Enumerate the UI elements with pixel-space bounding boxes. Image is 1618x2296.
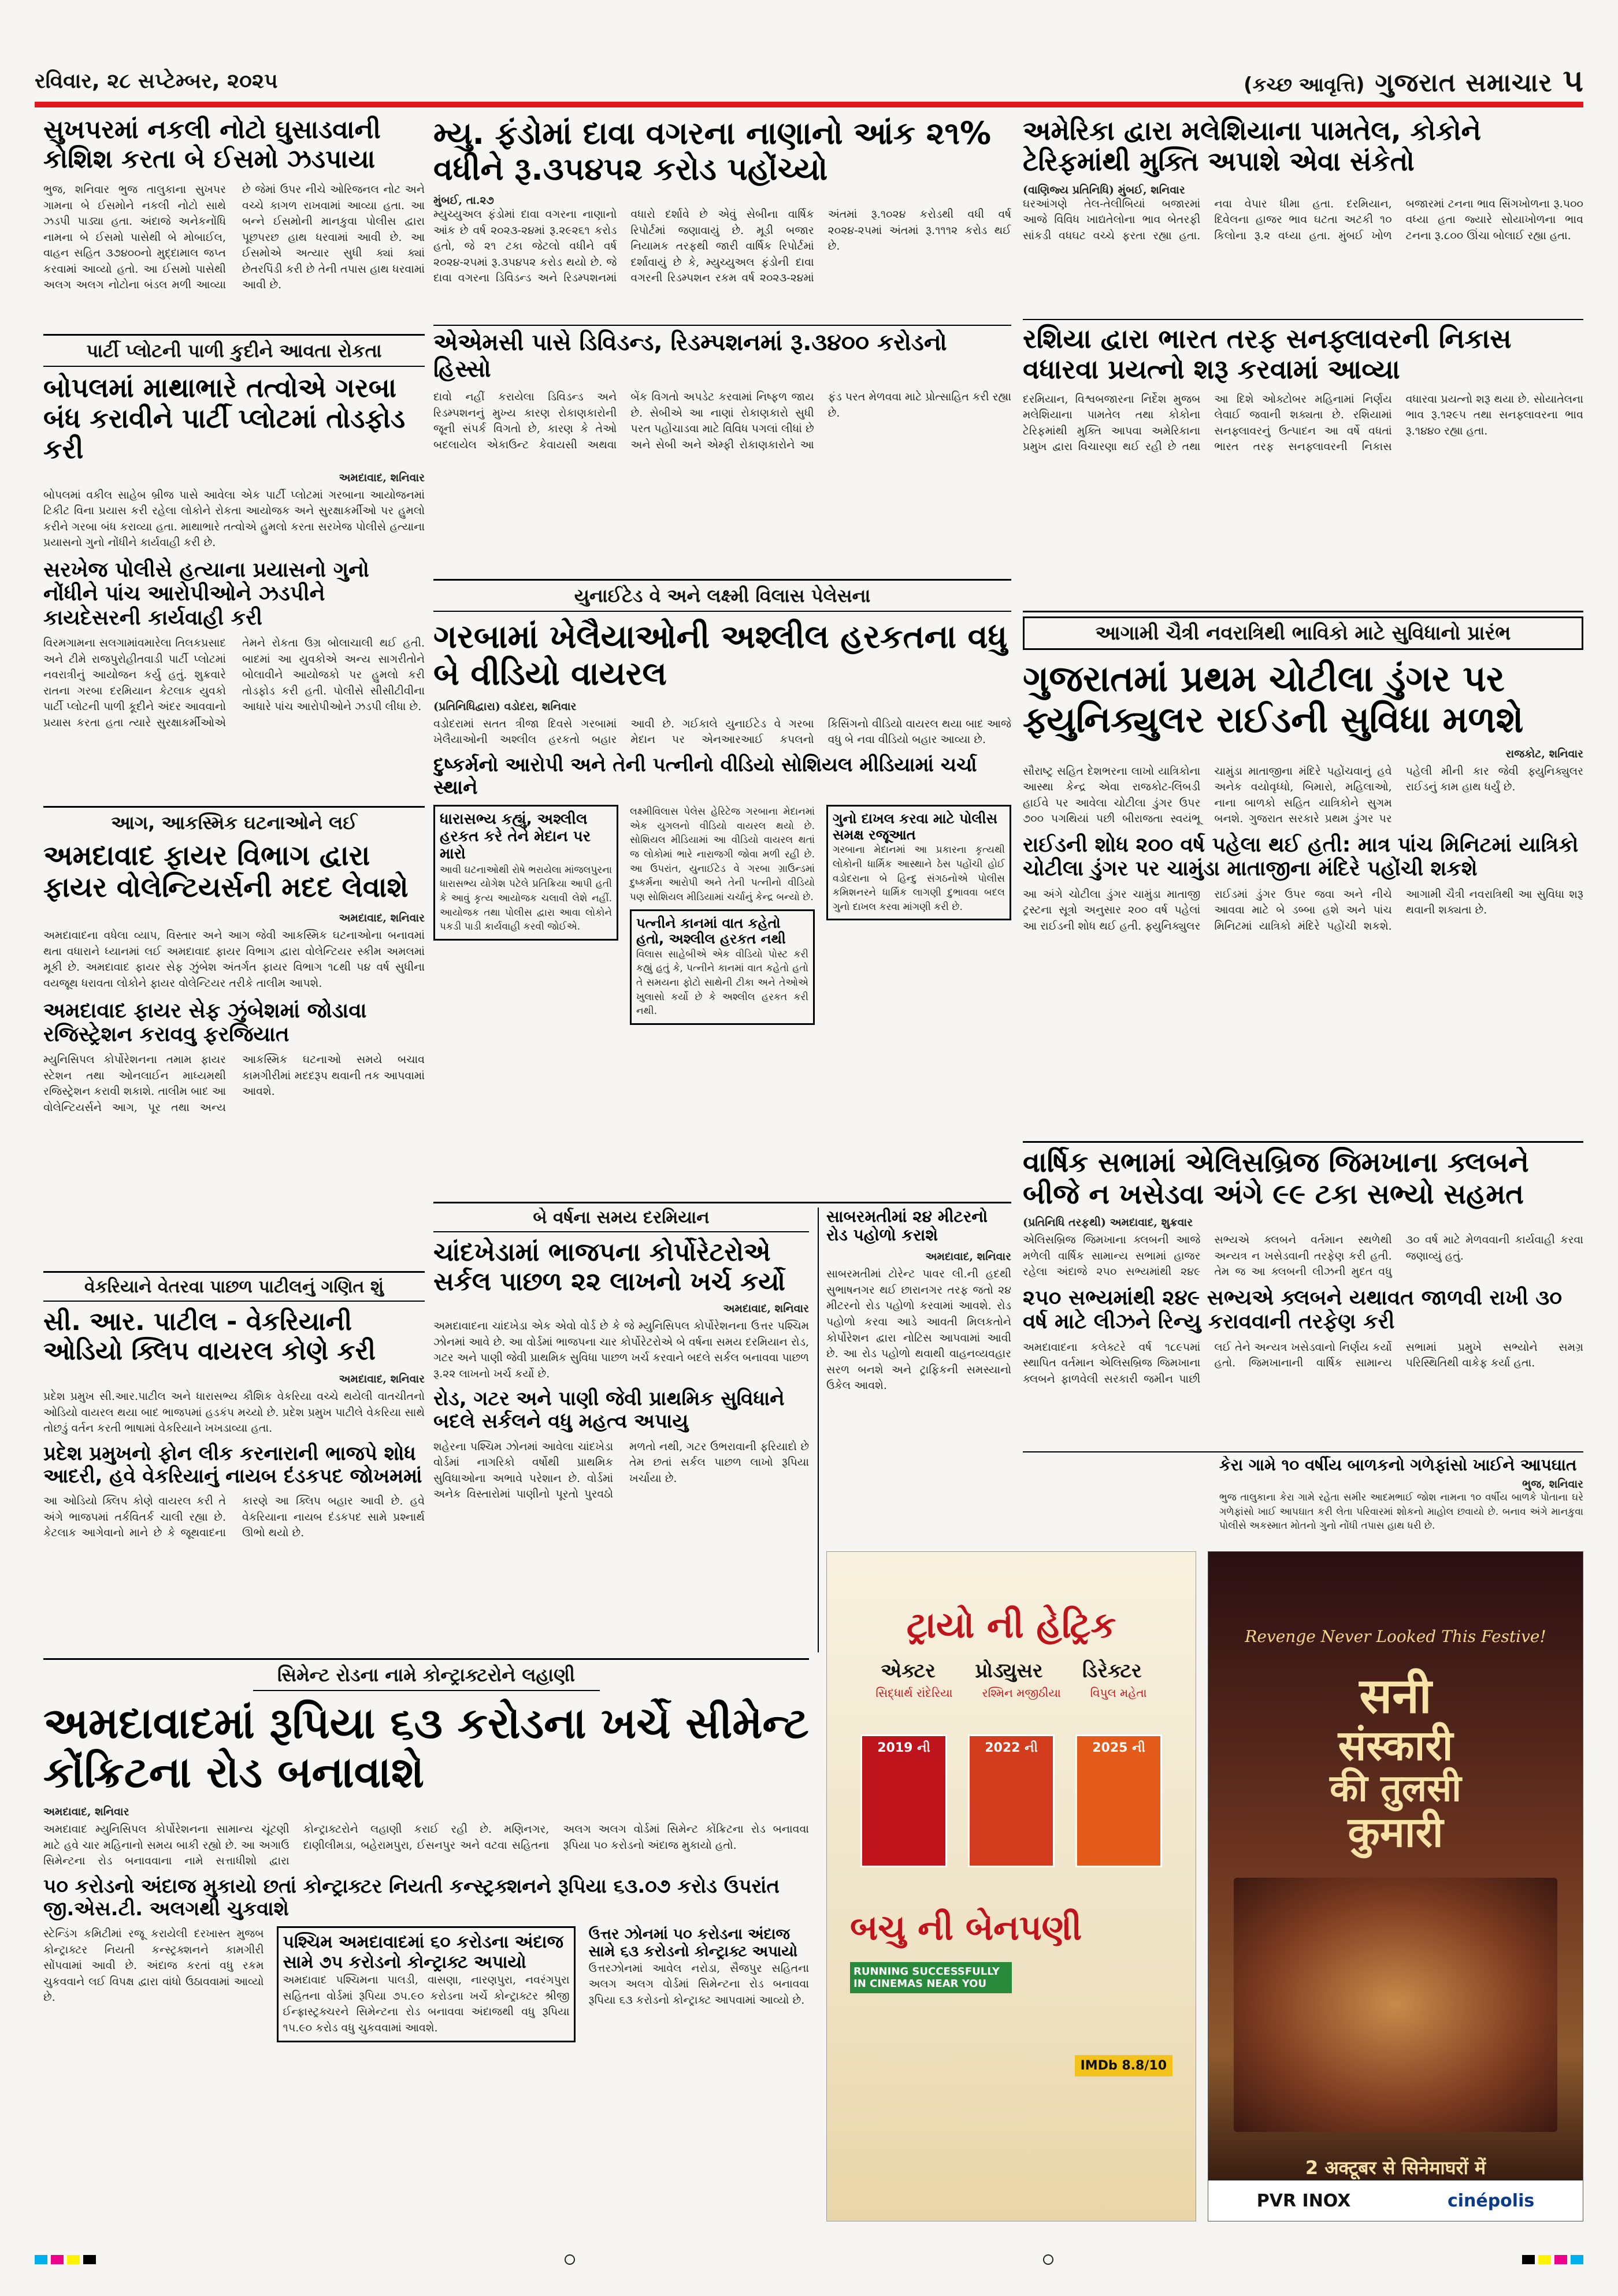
box-body: ગરબાના મેદાનમાં આ પ્રકારના કૃત્યથી લોકોની ધાર્મિક આસ્થાને ઠેસ પહોંચી હોઈ વડોદરાના બે હિન્દુ સંગઠનોએ પોલીસ કમિશનરને ધાર્મિક લાગણી દુભાવવા બદલ ગુનો દાખલ કરવા માંગણી કરી છે. xyxy=(833,844,1005,913)
headline: ગુજરાતમાં પ્રથમ ચોટીલા ડુંગર પર ફ્યુનિક્યુલર રાઈડની સુવિધા મળશે xyxy=(1023,657,1524,741)
color-swatches-right xyxy=(1522,2255,1583,2264)
divider xyxy=(1023,1451,1583,1452)
ad-running-tag: RUNNING SUCCESSFULLY IN CINEMAS NEAR YOU xyxy=(850,1962,1012,1993)
article-body-2: લક્ષ્મીવિલાસ પેલેસ હેરિટેજ ગરબાના મેદાનમાં એક યુગલનો વીડિયો વાયરલ થયો છે. સોશિયલ મીડિયામાં આ વીડિયો વાયરલ થતાં જ લોકોમાં ભારે નારાજગી જોવા મળી રહી છે. આ ઉપરાંત, યુનાઈટેડ વે ગરબા ગ્રાઉન્ડમાં દુષ્કર્મના આરોપી અને તેની પત્નીનો વીડિયો પણ સોશિયલ મીડિયામાં ચર્ચાનું કેન્દ્ર બન્યો છે. xyxy=(630,806,815,903)
ad-movie-title: બચુ ની બેનપણી xyxy=(850,1908,1082,1948)
subheadline: ૨૫૦ સભ્યમાંથી ૨૪૯ સભ્યએ ક્લબને યથાવત જાળવી રાખી ૩૦ વર્ષ માટે લીઝને રિન્યુ કરાવવાની તરફેણ કરી xyxy=(1023,1286,1563,1334)
subheadline: સરખેજ પોલીસે હત્યાના પ્રયાસનો ગુનો નોંધીને પાંચ આરોપીઓને ઝડપીને કાયદેસરની કાર્યવાહી કરી xyxy=(43,558,369,630)
ad-imdb-rating: IMDb 8.8/10 xyxy=(1075,2055,1172,2076)
color-swatches-left xyxy=(35,2255,96,2264)
article-body: દરમિયાન, વિશ્વબજારના નિર્દેશ મુજબ મલેશિયાના પામતેલ તથા કોકોના ટેરિફમાંથી મુક્તિ આપવા અમેરિકાના પ્રમુખ દ્વારા વિચારણા થઈ રહી છે તથા આ દિશે ઓક્ટોબર મહિનામાં નિર્ણય લેવાઈ જવાની શક્યતા છે. રશિયામાં સનફ્લાવરનું ઉત્પાદન આ વર્ષે વધતાં ભારત તરફ સનફ્લાવરની નિકાસ વધારવા પ્રયત્નો શરૂ થયા છે. સોયાતેલના ભાવ રૂ.૧૨૯૫ તથા સનફ્લાવરના ભાવ રૂ.૧૪૪૦ રહ્યા હતા. xyxy=(1023,392,1583,454)
article-body-2: સ્ટેન્ડિંગ કમિટીમાં રજૂ કરાયેલી દરખાસ્ત મુજબ કોન્ટ્રાક્ટર નિયતી કન્સ્ટ્રક્શનને કામગીરી સોંપવામાં આવી છે. અંદાજ કરતાં વધુ રકમ ચુકવવાને લઈ વિપક્ષ દ્વારા વાંધો ઉઠાવવામાં આવ્યો છે. xyxy=(43,1927,264,2004)
divider xyxy=(1023,319,1583,320)
article-body: ઘરઆંગણે તેલ-તેલીબિયાં બજારમાં આજે વિવિધ ખાદ્યતેલોના ભાવ બેતરફી સાંકડી વધઘટ વચ્ચે ફરતા રહ્યા હતા. નવા વેપાર ધીમા હતા. દરમિયાન, દિવેલના હાજર ભાવ ઘટતા અટકી ૧૦ કિલોના રૂ.૨ વધ્યા હતા. મુંબઈ ખોળ બજારમાં ટનના ભાવ સિંગખોળના રૂ.૫૦૦ વધ્યા હતા જ્યારે સોયાખોળના ભાવ ટનના રૂ.૮૦૦ ઊંચા બોલાઈ રહ્યા હતા. xyxy=(1023,197,1583,242)
headline: અમદાવાદમાં રૂપિયા ૬૩ કરોડના ખર્ચે સીમેન્ટ કોંક્રિટના રોડ બનાવાશે xyxy=(43,1699,809,1798)
byline: અમદાવાદ, શનિવાર xyxy=(43,1805,129,1819)
story-patil-audio xyxy=(43,1277,425,1652)
article-body-2: આ ઓડિયો ક્લિપ કોણે વાયરલ કરી તે અંગે ભાજપમાં તર્કવિતર્ક ચાલી રહ્યા છે. કેટલાક આગેવાનો માને છે કે જૂથવાદના કારણે આ ક્લિપ બહાર આવી છે. હવે વેકરિયાના નાયબ દંડકપદ સામે પ્રશ્નાર્થ ઊભો થયો છે. xyxy=(43,1495,425,1540)
sidebar-box-mla xyxy=(433,805,618,941)
byline: (પ્રતિનિધિ તરફથી) અમદાવાદ, શુક્રવાર xyxy=(1023,1216,1193,1229)
ad-banner: ટ્રાયો ની હેટ્રિક xyxy=(906,1604,1116,1646)
byline: અમદાવાદ, શનિવાર xyxy=(339,912,425,925)
headline: એએમસી પાસે ડિવિડન્ડ, રિડમ્પશનમાં રૂ.૩૪૦૦ કરોડનો હિસ્સો xyxy=(433,329,947,382)
story-russia-sunflower xyxy=(1023,324,1583,607)
headline: કેરા ગામે ૧૦ વર્ષીય બાળકનો ગળેફાંસો ખાઈને આપઘાત xyxy=(1219,1456,1577,1474)
subheadline: પ્રદેશ પ્રમુખનો ફોન લીક કરનારાની ભાજપે શોધ આદરી, હવે વેકરિયાનું નાયબ દંડકપદ જોખમમાં xyxy=(43,1441,422,1488)
divider xyxy=(433,1202,1011,1203)
story-sabarmati-road xyxy=(826,1208,1011,1531)
ad-chain-cinepolis: cinépolis xyxy=(1447,2190,1535,2211)
byline: અમદાવાદ, શનિવાર xyxy=(339,1373,425,1386)
story-cement-roads xyxy=(43,1664,809,2245)
article-body: ભુજ તાલુકાના કેરા ગામે રહેતા સમીર આદમભાઈ જોશ નામના ૧૦ વર્ષીય બાળકે પોતાના ઘરે ગળેફાંસો ખાઈ આપઘાત કરી લેતા પરિવારમાં શોકનો માહોલ છવાયો છે. બનાવ અંગે માનકુવા પોલીસે અકસ્માત મોતનો ગુનો નોંધી તપાસ હાથ ધરી છે. xyxy=(1219,1492,1583,1532)
kicker: પાર્ટી પ્લોટની પાળી કુદીને આવતા રોકતા xyxy=(43,340,425,367)
byline: મુંબઈ, તા.૨૭ xyxy=(433,194,494,207)
divider xyxy=(43,1658,809,1660)
ad-name-3: વિપુલ મહેતા xyxy=(1090,1686,1147,1700)
ad-chain-pvr: PVR INOX xyxy=(1256,2190,1351,2211)
kicker: સાબરમતીમાં ૨૪ મીટરનો રોડ પહોળો કરાશે xyxy=(826,1208,988,1245)
divider xyxy=(433,325,1011,326)
ad-cast-photo xyxy=(1234,1878,1557,2132)
story-kera-boy xyxy=(1219,1456,1583,1548)
article-body-2: વિરમગામના સલગામાંવમારેલા તિલકપ્રસાદ અને ટીમે રાજપુરોહીતવાડી પાર્ટી પ્લોટમાં નવરાત્રીનું આયોજન કર્યુ હતું. શુક્રવારે રાતના ગરબા દરમિયાન કેટલાક યુવકો પાર્ટી પ્લોટની પાળી કૂદીને અંદર આવવાનો પ્રયાસ કરતા હતા ત્યારે સુરક્ષાકર્મીઓએ તેમને રોકતા ઉગ્ર બોલાચાલી થઈ હતી. બાદમાં આ યુવકોએ અન્ય સાગરીતોને બોલાવીને આયોજકો પર હુમલો કરી તોડફોડ કરી હતી. પોલીસે સીસીટીવીના આધારે પાંચ આરોપીઓને ઝડપી લીધા છે. xyxy=(43,637,425,729)
box-body: આવી ઘટનાઓથી રોષે ભરાયેલા માંજલપુરના ધારાસભ્ય યોગેશ પટેલે પ્રતિક્રિયા આપી હતી કે આવું કૃત્ય આયોજક ચલાવી લેશે નહીં. આયોજક તથા પોલીસ દ્વારા આવા લોકોને પકડી પાડી કાર્યવાહી કરવી જોઈએ. xyxy=(440,864,612,933)
article-body: અમદાવાદ મ્યુનિસિપલ કોર્પોરેશનના સામાન્ય ચૂંટણી માટે હવે ચાર મહિનાનો સમય બાકી રહ્યો છે. આ અગાઉ સિમેન્ટના રોડ બનાવવાના નામે સત્તાધીશો દ્વારા કોન્ટ્રાક્ટરોને લહાણી કરાઈ રહી છે. મણિનગર, દાણીલીમડા, બહેરામપુરા, ઈસનપુર અને વટવા સહિતના અલગ અલગ વોર્ડમાં સિમેન્ટ કોંક્રિટના રોડ બનાવવા રૂપિયા ૫૦ કરોડનો અંદાજ મુકાયો હતો. xyxy=(43,1823,809,1868)
ad-name-1: સિદ્ધાર્થ રાંદેરિયા xyxy=(875,1686,953,1700)
byline: અમદાવાદ, શનિવાર xyxy=(925,1250,1011,1264)
headline: વાર્ષિક સભામાં એલિસબ્રિજ જિમખાના ક્લબને બીજે ન ખસેડવા અંગે ૯૯ ટકા સભ્યો સહમત xyxy=(1023,1147,1529,1211)
box-title: ગુનો દાખલ કરવા માટે પોલીસ સમક્ષ રજૂઆત xyxy=(833,811,997,843)
ad-name-2: રશ્મિન મજીઠીયા xyxy=(982,1686,1061,1700)
box-body: વિલાસ સાહેબીએ એક વીડિયો પોસ્ટ કરી કહ્યું હતું કે, પત્નીને કાનમાં વાત કહેતો હતો તે સમયના ફોટો સાથેની ટીકા અને તેઓએ ખુલાસો કર્યો છે કે અશ્લીલ હરકત કરી નથી. xyxy=(636,948,808,1017)
subheadline: દુષ્કર્મનો આરોપી અને તેની પત્નીનો વીડિયો સોશિયલ મીડિયામાં ચર્ચા સ્થાને xyxy=(433,753,977,799)
divider xyxy=(43,806,425,808)
article-body-2: મ્યુનિસિપલ કોર્પોરેશનના તમામ ફાયર સ્ટેશન તથા ઓનલાઈન માધ્યમથી રજિસ્ટ્રેશન કરાવી શકાશે. તાલીમ બાદ આ વોલેન્ટિયર્સને આગ, પૂર તથા અન્ય આકસ્મિક ઘટનાઓ સમયે બચાવ કામગીરીમાં મદદરૂપ થવાની તક આપવામાં આવશે. xyxy=(43,1053,425,1114)
divider xyxy=(1023,611,1583,612)
box-body: ઉત્તરઝોનમાં આવેલ નરોડા, સૈજપુર સહિતના અલગ અલગ વોર્ડમાં સિમેન્ટના રોડ બનાવવા રૂપિયા ૬૩ કરોડનો કોન્ટ્રાક્ટ આપવામાં આવ્યો છે. xyxy=(588,1961,809,2007)
sidebar-box-west xyxy=(277,1926,576,2042)
subheadline: ૫૦ કરોડનો અંદાજ મુકાયો છતાં કોન્ટ્રાક્ટર નિયતી કન્સ્ટ્રક્શનને રૂપિયા ૬૩.૦૭ કરોડ ઉપરાંત જી.એસ.ટી. અલગથી ચુકવાશે xyxy=(43,1874,780,1920)
article-body: દાવો નહીં કરાયેલા ડિવિડન્ડ અને રિડમ્પશનનું મુખ્ય કારણ રોકાણકારોની જૂની સંપર્ક વિગતો છે, કારણ કે તેઓ બદલાયેલ એકાઉન્ટ કેવાયસી અથવા બેંક વિગતો અપડેટ કરવામાં નિષ્ફળ જાય છે. સેબીએ આ નાણાં રોકાણકારો સુધી પરત પહોંચાડવા માટે વિવિધ પગલાં લીધાં છે અને સેબી અને એમ્ફી રોકાણકારોને આ ફંડ પરત મેળવવા માટે પ્રોત્સાહિત કરી રહ્યા છે. xyxy=(433,391,1011,451)
sidebar-box-complaint xyxy=(826,805,1011,920)
story-bopal-garba xyxy=(43,340,425,802)
page-date: રવિવાર, ૨૮ સપ્ટેમ્બર, ૨૦૨૫ xyxy=(35,69,278,93)
ad-title-line-3: की तुलसी xyxy=(1330,1766,1461,1810)
ad-poster-2022: 2022 ની xyxy=(968,1734,1055,1867)
headline: મ્યુ. ફંડોમાં દાવા વગરના નાણાનો આંક ૨૧% વધીને રૂ.૩૫૪૫૨ કરોડ પહોંચ્યો xyxy=(433,116,992,188)
headline: સી. આર. પાટીલ - વેકરિયાની ઓડિયો ક્લિપ વાયરલ કોણે કરી xyxy=(43,1307,376,1366)
masthead-right xyxy=(1244,62,1583,99)
ad-tagline: Revenge Never Looked This Festive! xyxy=(1245,1627,1546,1646)
headline: ગરબામાં ખેલૈયાઓની અશ્લીલ હરકતના વધુ બે વીડિયો વાયરલ xyxy=(433,618,1008,693)
article-body: બોપલમાં વકીલ સાહેબ બ્રીજ પાસે આવેલા એક પાર્ટી પ્લોટમાં ગરબાના આયોજનમાં ટિકીટ વિના પ્રયાસ કરી રહેલા લોકોને રોકતા આયોજક અને સુરક્ષાકર્મીઓ પર હુમલો કરીને ગરબા બંધ કરાવ્યા હતા. માથાભારે તત્વોએ હુમલો કરતા સરખેજ પોલીસે હત્યાના પ્રયાસનો ગુનો નોંધીને કાર્યવાહી કરી છે. xyxy=(43,488,425,549)
headline: રશિયા દ્વારા ભારત તરફ સનફ્લાવરની નિકાસ વધારવા પ્રયત્નો શરૂ કરવામાં આવ્યા xyxy=(1023,324,1512,385)
page-number: ૫ xyxy=(1563,62,1583,99)
printer-marks xyxy=(35,2253,1583,2266)
box-title: ધારાસભ્ય કહ્યું, અશ્લીલ હરકત કરે તેને મેદાન પર મારો xyxy=(440,811,591,863)
story-amc-dividend xyxy=(433,329,1011,575)
headline: સુખપરમાં નકલી નોટો ઘુસાડવાની કોશિશ કરતા બે ઈસમો ઝડપાયા xyxy=(43,116,381,174)
article-body: અમદાવાદના વધેલા વ્યાપ, વિસ્તાર અને આગ જેવી આકસ્મિક ઘટનાઓના બનાવમાં થતા વધારાને ધ્યાનમાં લઈ અમદાવાદ ફાયર વિભાગ દ્વારા વોલેન્ટિયર સ્કીમ અમલમાં મૂકી છે. અમદાવાદ ફાયર સેફ ઝુંબેશ અંતર્ગત ફાયર વિભાગ ૧૮થી ૫૪ વર્ષ સુધીના વયજૂથ ધરાવતા લોકોને ફાયર વોલેન્ટિયર તરીકે તાલીમ આપશે. xyxy=(43,929,425,990)
kicker: સિમેન્ટ રોડના નામે કોન્ટ્રાક્ટરોને લહાણી xyxy=(253,1664,600,1691)
story-chotila-ride xyxy=(1023,616,1583,1136)
article-body-2: આ અંગે ચોટીલા ડુંગર ચામુંડા માતાજી ટ્રસ્ટના સૂત્રો અનુસાર ૨૦૦ વર્ષ પહેલાં આ રાઈડની શોધ થઈ હતી. ફ્યુનિક્યુલર રાઈડમાં ડુંગર ઉપર જવા અને નીચે આવવા માટે બે ડબ્બા હશે અને પાંચ મિનિટમાં યાત્રિકો મંદિરે પહોંચી શકશે. આગામી ચૈત્રી નવરાત્રિથી આ સુવિધા શરૂ થવાની શક્યતા છે. xyxy=(1023,887,1583,932)
ad-role-actor: એક્ટર xyxy=(881,1659,936,1682)
column-divider xyxy=(818,1208,819,1652)
story-mutual-funds xyxy=(433,116,1011,321)
article-body: ભુજ, શનિવાર ભુજ તાલુકાના સુખપર ગામના બે ઈસમોને નકલી નોટો સાથે ઝડપી પાડ્યા હતા. અંદાજે અનેકનોંધિ નામના બે ઈસમો પાસેથી બે મોબાઈલ, વાહન સહિત ૩૭૪૦૦નો મુદ્દામાલ જપ્ત કરવામાં આવ્યો હતો. આ ઈસમો પાસેથી અલગ અલગ નોટોના બંડલ મળી આવ્યા છે જેમાં ઉપર નીચે ઓરિજનલ નોટ અને વચ્ચે કાગળ રાખવામાં આવ્યા હતા. આ બન્ને ઈસમોની માનકુવા પોલીસ દ્વારા પૂછપરછ હાથ ધરવામાં આવી છે. આ ઈસમોએ અત્યાર સુધી ક્યાં ક્યાં છેતરપિંડી કરી છે તેની તપાસ હાથ ધરવામાં આવી છે. xyxy=(43,183,425,292)
divider xyxy=(43,1271,425,1273)
subheadline: રાઈડની શોધ ૨૦૦ વર્ષ પહેલા થઈ હતી: માત્ર પાંચ મિનિટમાં યાત્રિકો ચોટીલા ડુંગર પર ચામુંડા માતાજીના મંદિરે પહોંચી શકશે xyxy=(1023,833,1579,881)
subheadline: અમદાવાદ ફાયર સેફ ઝુંબેશમાં જોડાવા રજિસ્ટ્રેશન કરાવવુ ફરજિયાત xyxy=(43,998,367,1046)
headline: ચાંદખેડામાં ભાજપના કોર્પોરેટરોએ સર્કલ પાછળ ૨૨ લાખનો ખર્ચ કર્યો xyxy=(433,1238,785,1296)
divider xyxy=(43,334,425,336)
headline: બોપલમાં માથાભારે તત્વોએ ગરબા બંધ કરાવીને પાર્ટી પ્લોટમાં તોડફોડ કરી xyxy=(43,372,406,465)
box-body: અમદાવાદ પશ્ચિમના પાલડી, વાસણા, નારણપુરા, નવરંગપુરા સહિતના વોર્ડમાં રૂપિયા ૭૫.૯૦ કરોડના ખર્ચે કોન્ટ્રાક્ટર શ્રીજી ઈન્ફ્રાસ્ટ્રક્ચરને સિમેન્ટના રોડ બનાવવા અંદાજથી વધુ રૂપિયા ૧૫.૯૦ કરોડ વધુ ચુકવવામાં આવશે. xyxy=(283,1974,570,2034)
article-body: સાબરમતીમાં ટોરેન્ટ પાવર લી.ની હદથી સુભાષનગર થઈ છારાનગર તરફ જતો ૨૪ મીટરનો રોડ પહોળો કરવામાં આવશે. રોડ પહોળો કરવા આડે આવતી મિલકતોને કોર્પોરેશન દ્વારા નોટિસ આપવામાં આવી છે. આ રોડ પહોળો થવાથી વાહનવ્યવહાર સરળ બનશે અને ટ્રાફિકની સમસ્યાનો ઉકેલ આવશે. xyxy=(826,1268,1011,1392)
byline: અમદાવાદ, શનિવાર xyxy=(723,1302,809,1316)
story-fire-volunteers xyxy=(43,812,425,1268)
registration-mark xyxy=(565,2254,575,2265)
advertisement-film-tulsi[interactable] xyxy=(1208,1551,1583,2221)
ad-poster-2019: 2019 ની xyxy=(860,1734,947,1867)
article-body: એલિસબ્રિજ જિમખાના ક્લબની આજે મળેલી વાર્ષિક સામાન્ય સભામાં હાજર રહેલા અંદાજે ૨૫૦ સભ્યમાંથી ૨૪૯ સભ્યએ ક્લબને વર્તમાન સ્થળેથી અન્યત્ર ન ખસેડવાની તરફેણ કરી હતી. તેમ જ આ ક્લબની લીઝની મુદત વધુ ૩૦ વર્ષ માટે મેળવવાની કાર્યવાહી કરવા જણાવ્યું હતું. xyxy=(1023,1234,1583,1279)
box-title: પત્નીને કાનમાં વાત કહેતો હતો, અશ્લીલ હરકત નથી xyxy=(636,915,786,948)
byline: (પ્રતિનિધિદ્વારા) વડોદરા, શનિવાર xyxy=(433,700,577,713)
byline: (વાણિજ્ય પ્રતિનિધિ) મુંબઈ, શનિવાર xyxy=(1023,183,1185,196)
kicker: બે વર્ષના સમય દરમિયાન xyxy=(433,1208,809,1232)
kicker: આગ, આકસ્મિક ઘટનાઓને લઈ xyxy=(111,812,357,834)
masthead-accent-bar xyxy=(35,102,1583,107)
byline: ભુજ, શનિવાર xyxy=(1522,1478,1583,1491)
registration-mark xyxy=(1043,2254,1053,2265)
article-body: સૌરાષ્ટ્ર સહિત દેશભરના લાખો યાત્રિકોના આસ્થા કેન્દ્ર એવા રાજકોટ-લિંબડી હાઈવે પર આવેલા ચોટીલા ડુંગર ઉપર ૭૦૦ પગથિયાં પછી બીરાજતા સ્વયંભૂ ચામુંડા માતાજીના મંદિરે પહોંચવાનું હવે અનેક વયોવૃધ્ધો, બિમારો, મહિલાઓ, નાના બાળકો સહિત યાત્રિકોને સુગમ બનશે. ગુજરાત સરકારે પ્રથમ ડુંગર પર પહેલી મીની કાર જેવી ફ્યુનિક્યુલર રાઈડનું કામ હાથ ધર્યું છે. xyxy=(1023,764,1583,826)
article-body: વડોદરામાં સતત ત્રીજા દિવસે ગરબામાં ખેલૈયાઓની અશ્લીલ હરકતો બહાર આવી છે. ગઈકાલે યુનાઈટેડ વે ગરબા મેદાન પર એનઆરઆઈ કપલનો કિસિંગનો વીડિયો વાયરલ થયા બાદ આજે વધુ બે નવા વીડિયો બહાર આવ્યા છે. xyxy=(433,717,1011,746)
article-body-2: અમદાવાદના કલેક્ટરે વર્ષ ૧૮૯૫માં સ્થાપિત વર્તમાન એલિસબ્રિજ જિમખાના ક્લબને ફાળવેલી સરકારી જમીન પાછી લઈ તેને અન્યત્ર ખસેડવાનો નિર્ણય કર્યો હતો. જિમખાનાની વાર્ષિક સામાન્ય સભામાં પ્રમુખે સભ્યોને સમગ્ર પરિસ્થિતિથી વાકેફ કર્યા હતા. xyxy=(1023,1340,1583,1385)
ad-role-director: ડિરેક્ટર xyxy=(1082,1659,1142,1682)
divider xyxy=(1023,1141,1583,1143)
ad-poster-2025: 2025 ની xyxy=(1075,1734,1162,1867)
story-garba-videos xyxy=(433,585,1011,1197)
article-body-2: શહેરના પશ્ચિમ ઝોનમાં આવેલા ચાંદખેડા વોર્ડમાં નાગરિકો વર્ષોથી પ્રાથમિક સુવિધાઓના અભાવે પરેશાન છે. વોર્ડમાં અનેક વિસ્તારોમાં પાણીનો પૂરતો પુરવઠો મળતો નથી, ગટર ઉભરાવાની ફરિયાદો છે તેમ છતાં સર્કલ પાછળ લાખો રૂપિયા ખર્ચાયા છે. xyxy=(433,1440,809,1501)
ad-release-date: 2 अक्टूबर से सिनेमाघरों में xyxy=(1305,2157,1486,2179)
byline: અમદાવાદ, શનિવાર xyxy=(339,471,425,484)
kicker: યુનાઈટેડ વે અને લક્ષ્મી વિલાસ પેલેસના xyxy=(433,585,1011,612)
kicker: વેકરિયાને વેતરવા પાછળ પાટીલનું ગણિત શું xyxy=(43,1277,425,1302)
box-title: ઉત્તર ઝોનમાં ૫૦ કરોડના અંદાજ સામે ૬૩ કરોડનો કોન્ટ્રાક્ટ અપાયો xyxy=(588,1926,798,1960)
advertisement-film-bachu[interactable] xyxy=(826,1551,1196,2221)
subheadline: રોડ, ગટર અને પાણી જેવી પ્રાથમિક સુવિધાને બદલે સર્કલને વધુ મહત્વ અપાયુ xyxy=(433,1387,785,1433)
article-body: પ્રદેશ પ્રમુખ સી.આર.પાટીલ અને ધારાસભ્ય કૌશિક વેકરિયા વચ્ચે થયેલી વાતચીતનો ઓડિયો વાયરલ થયા બાદ ભાજપમાં હડકંપ મચ્યો છે. પ્રદેશ પ્રમુખ પાટીલે વેકરિયા સાથે તોછડું વર્તન કરતી ભાષામાં વેકરિયાને ખખડાવ્યા હતા. xyxy=(43,1390,425,1435)
newspaper-logo: ગુજરાત સમાચાર xyxy=(1375,68,1553,98)
headline: અમદાવાદ ફાયર વિભાગ દ્વારા ફાયર વોલેન્ટિયર્સની મદદ લેવાશે xyxy=(43,839,409,904)
ad-role-producer: પ્રોડ્યુસર xyxy=(975,1659,1043,1682)
article-body: અમદાવાદના ચાંદખેડા એક એવો વોર્ડ છે કે જે મ્યુનિસિપલ કોર્પોરેશનના ઉત્તર પશ્ચિમ ઝોનમાં આવે છે. આ વોર્ડમાં ભાજપના ચાર કોર્પોરેટરોએ બે વર્ષના સમય દરમિયાન રોડ, ગટર અને પાણી જેવી પ્રાથમિક સુવિધા પાછળ ખર્ચ કરવાને બદલે સર્કલ બનાવવા પાછળ રૂ.૨૨ લાખનો ખર્ચ કર્યો છે. xyxy=(433,1320,809,1380)
edition-label: (કચ્છ આવૃત્તિ) xyxy=(1244,73,1365,96)
ad-title-line-4: कुमारी xyxy=(1348,1807,1443,1856)
ad-title-line-2: संस्कारी xyxy=(1338,1721,1453,1770)
byline: રાજકોટ, શનિવાર xyxy=(1505,747,1583,760)
sidebar-box-couple xyxy=(630,909,815,1025)
story-palm-oil xyxy=(1023,116,1583,315)
divider xyxy=(433,579,1011,581)
kicker: આગામી ચૈત્રી નવરાત્રિથી ભાવિકો માટે સુવિધાનો પ્રારંભ xyxy=(1023,616,1583,650)
story-sukhpar xyxy=(43,116,425,329)
story-chandkheda-circle xyxy=(433,1208,809,1652)
box-title: પશ્ચિમ અમદાવાદમાં ૬૦ કરોડના અંદાજ સામે ૭૫ કરોડનો કોન્ટ્રાક્ટ અપાયો xyxy=(283,1932,563,1972)
story-ellisbridge-gymkhana xyxy=(1023,1147,1583,1447)
article-body: મ્યુચ્યુઅલ ફંડોમાં દાવા વગરના નાણાનો આંક છે વર્ષ ૨૦૨૩-૨૪માં રૂ.૨૯૨૬૧ કરોડ હતો, જે ૨૧ ટકા જેટલો વધીને વર્ષ ૨૦૨૪-૨૫માં રૂ.૩૫૪૫૨ કરોડ થયો છે. જે દાવા વગરના ડિવિડન્ડ અને રિડમ્પશનમાં વધારો દર્શાવે છે એવું સેબીના વાર્ષિક રિપોર્ટમાં જણાવાયું છે. મૂડી બજાર નિયામક તરફથી જારી વાર્ષિક રિપોર્ટમાં દર્શાવાયું છે કે, મ્યુચ્યુઅલ ફંડોની દાવા વગરની રિડમ્પશન રકમ વર્ષ ૨૦૨૩-૨૪માં અંતમાં રૂ.૧૦૨૪ કરોડથી વધી વર્ષ ૨૦૨૪-૨૫માં અંતમાં રૂ.૧૧૧૨ કરોડ થઈ છે. xyxy=(433,208,1011,285)
headline: અમેરિકા દ્વારા મલેશિયાના પામતેલ, કોકોને ટેરિફમાંથી મુક્તિ અપાશે એવા સંકેતો xyxy=(1023,116,1481,177)
ad-title-line-1: सनी xyxy=(1359,1667,1432,1724)
